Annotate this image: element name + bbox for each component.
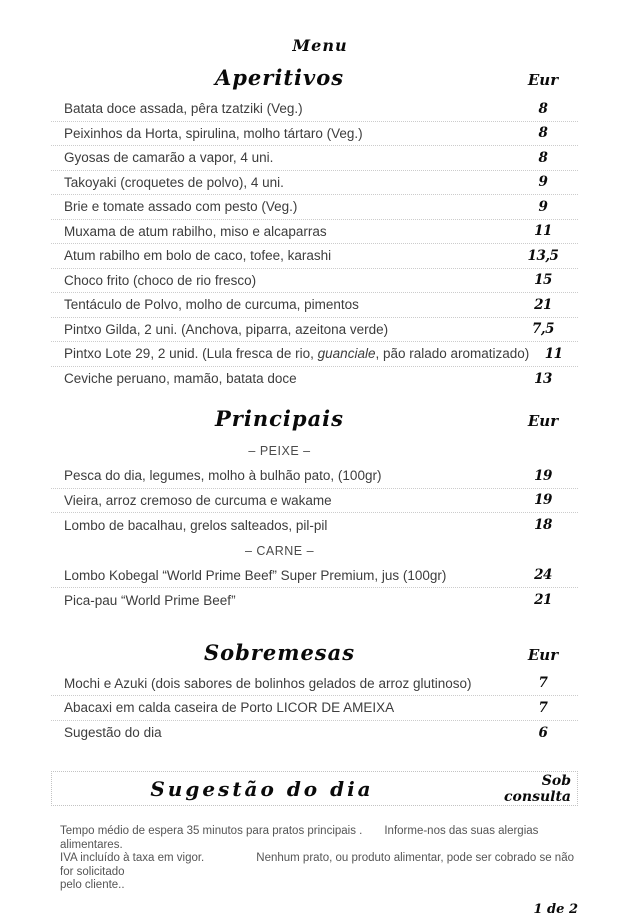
item-price: 24 [534, 567, 552, 584]
item-name: Lombo de bacalhau, grelos salteados, pil-pil [64, 517, 328, 533]
carne-rows [51, 564, 578, 613]
item-name: Gyosas de camarão a vapor, 4 uni. [64, 150, 274, 166]
item-name: Pica-pau “World Prime Beef” [64, 592, 236, 608]
section-aperitivos [51, 65, 578, 391]
item-price: 11 [534, 223, 552, 240]
subsection-label-peixe: – PEIXE – [248, 444, 311, 458]
section-principais [51, 406, 578, 613]
subsection-carne [51, 538, 578, 564]
currency-header-principais: Eur [527, 412, 559, 430]
item-price: 21 [534, 592, 552, 609]
item-name: Lombo Kobegal “World Prime Beef” Super Premium, jus (100gr) [64, 567, 447, 583]
item-name-part: , pão ralado aromatizado) [375, 346, 530, 362]
item-name: Pesca do dia, legumes, molho à bulhão pato, (100gr) [64, 468, 382, 484]
footer-text: Tempo médio de espera 35 minutos para pratos principais . [60, 825, 363, 837]
item-name: Muxama de atum rabilho, miso e alcaparras [64, 223, 327, 239]
item-price: 8 [538, 100, 548, 117]
item-price: 11 [544, 345, 563, 362]
item-name: Batata doce assada, pêra tzatziki (Veg.) [64, 101, 303, 117]
subsection-peixe [51, 438, 578, 464]
menu-item-row [51, 464, 578, 489]
menu-item-row [51, 513, 578, 538]
footer-notes [60, 825, 578, 893]
item-name: Atum rabilho em bolo de caco, tofee, karashi [64, 248, 332, 264]
item-name: Pintxo Gilda, 2 uni. (Anchova, piparra, azeitona verde) [64, 321, 389, 337]
currency-header-aperitivos: Eur [527, 71, 559, 89]
menu-item-row [51, 97, 578, 122]
item-name: Choco frito (choco de rio fresco) [64, 272, 257, 288]
item-name: Abacaxi em calda caseira de Porto LICOR DE AMEIXA [64, 700, 395, 716]
item-name: Mochi e Azuki (dois sabores de bolinhos gelados de arroz glutinoso) [64, 675, 472, 691]
item-price: 7,5 [532, 321, 554, 338]
item-price: 8 [538, 125, 548, 142]
item-name-part: Pintxo Lote 29, 2 unid. (Lula fresca de rio, [64, 346, 318, 362]
suggestion-box [51, 771, 578, 806]
item-price: 9 [538, 198, 548, 215]
menu-item-row [51, 195, 578, 220]
item-price: 7 [538, 699, 548, 716]
peixe-rows [51, 464, 578, 538]
item-name [51, 346, 529, 361]
section-header-sobremesas [51, 640, 578, 665]
item-name: Sugestão do dia [64, 725, 162, 741]
menu-item-row [51, 564, 578, 589]
section-header-principais [51, 406, 578, 431]
item-name: Tentáculo de Polvo, molho de curcuma, pimentos [64, 297, 359, 313]
item-price: 7 [538, 675, 548, 692]
item-price: 13 [534, 370, 552, 387]
item-name-italic-part: guanciale [317, 346, 376, 362]
page-number: 1 de 2 [533, 901, 578, 917]
section-title-aperitivos: Aperitivos [214, 65, 345, 90]
item-name: Peixinhos da Horta, spirulina, molho tártaro (Veg.) [64, 125, 363, 141]
item-name: Takoyaki (croquetes de polvo), 4 uni. [64, 174, 284, 190]
menu-item-row [51, 672, 578, 697]
suggestion-box-price-label: Sob consulta [504, 772, 571, 805]
section-title-principais: Principais [215, 406, 344, 431]
menu-item-row [51, 588, 578, 613]
menu-item-row [51, 721, 578, 746]
footer-text: Nenhum prato, ou produto alimentar, pode ser cobrado se não for solicitado [60, 852, 574, 878]
menu-item-row [51, 122, 578, 147]
item-price: 15 [534, 272, 552, 289]
page-title: Menu [292, 36, 348, 55]
item-name: Brie e tomate assado com pesto (Veg.) [64, 199, 298, 215]
menu-item-row [51, 696, 578, 721]
menu-item-row [51, 146, 578, 171]
subsection-label-carne: – CARNE – [244, 543, 315, 558]
footer-text: Informe-nos das suas alergias alimentares. [60, 825, 539, 851]
sobremesas-rows [51, 672, 578, 746]
item-price: 6 [538, 724, 548, 741]
item-price: 18 [534, 517, 552, 534]
aperitivos-rows [51, 97, 578, 391]
section-sobremesas [51, 640, 578, 746]
section-title-sobremesas: Sobremesas [203, 639, 356, 665]
menu-item-row [51, 367, 578, 392]
menu-item-row [51, 342, 578, 367]
menu-item-row [51, 269, 578, 294]
footer-line [60, 825, 578, 852]
item-price: 8 [538, 149, 548, 166]
menu-content [51, 65, 578, 917]
footer-line [60, 852, 578, 879]
menu-item-row [51, 244, 578, 269]
item-price: 9 [538, 174, 548, 191]
footer-text: IVA incluído à taxa em vigor. [60, 852, 205, 864]
menu-item-row [51, 489, 578, 514]
suggestion-box-title: Sugestão do dia [150, 776, 374, 801]
footer-text: pelo cliente.. [60, 879, 125, 891]
footer-line [60, 879, 578, 893]
menu-item-row [51, 318, 578, 343]
item-name: Ceviche peruano, mamão, batata doce [64, 371, 297, 387]
currency-header-sobremesas: Eur [527, 645, 559, 664]
section-header-aperitivos [51, 65, 578, 90]
item-name: Vieira, arroz cremoso de curcuma e wakame [64, 492, 332, 508]
menu-item-row [51, 171, 578, 196]
item-price: 13,5 [527, 247, 559, 264]
item-price: 19 [534, 492, 552, 509]
menu-item-row [51, 293, 578, 318]
item-price: 21 [534, 296, 552, 313]
item-price: 19 [534, 467, 552, 484]
menu-item-row [51, 220, 578, 245]
